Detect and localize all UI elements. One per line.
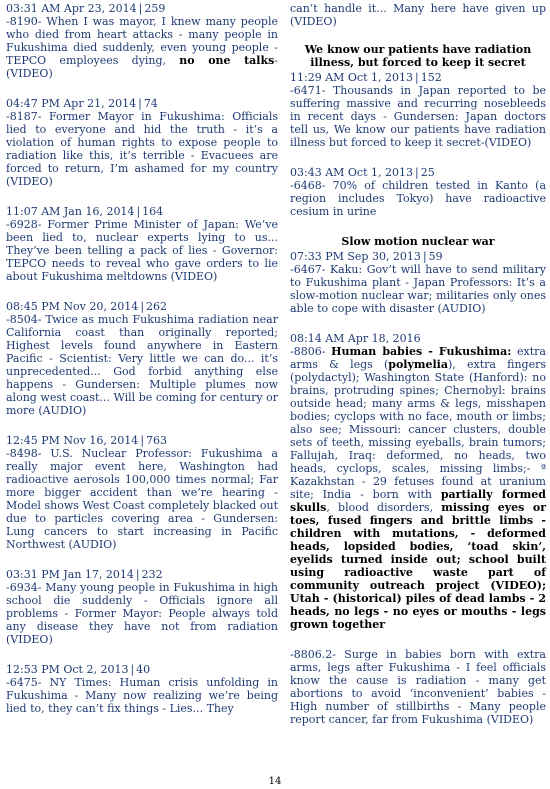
news-entry: 03:43 AM Oct 1, 2013 | 25 -6468- 70% of children tested in Kanto (a region includes Tokyo) have radioactive cesium in urine — [290, 166, 546, 218]
left-column — [6, 2, 278, 732]
entry-timestamp: 08:14 AM Apr 18, 2016 — [290, 332, 421, 345]
news-entry: 03:31 AM Apr 23, 2014 | 259 -8190- When I was mayor, I knew many people who died from heart attacks - many people in Fukushima died suddenly, even young people - TEPCO employees dying, no one talks- (VIDEO) — [6, 2, 279, 80]
news-entry: Slow motion nuclear war 07:33 PM Sep 30, 2013 | 59 -6467- Kaku: Gov’t will have to send military to Fukushima plant - Japan Professors: It’s a slow-motion nuclear war; militaries only ones able to cope with disaster (AUDIO) — [290, 235, 546, 315]
entry-text-tail: - (VIDEO) — [6, 54, 279, 80]
entry-timestamp: 03:43 AM Oct 1, 2013 — [290, 166, 413, 179]
entry-count: 40 — [136, 663, 151, 676]
news-entry: 04:47 PM Apr 21, 2014 | 74 -8187- Former Mayor in Fukushima: Officials lied to everyone and hid the truth - it’s a violation of human rights to expose people to radiation like this, it’s terrible - Evacuees are forced to return, I’m ashamed for my country (VIDEO) — [6, 97, 278, 188]
entry-text: -6475- NY Times: Human crisis unfolding in Fukushima - Many now realizing we’re being lied to, they can’t fix things - Lies... They — [6, 676, 278, 715]
entry-count: 763 — [146, 434, 168, 447]
entry-text: -8190- When I was mayor, I knew many people who died from heart attacks - many people in Fukushima died suddenly, even young people - TEPCO employees dying, — [6, 15, 278, 67]
entry-emphasis: no one talks — [179, 54, 275, 67]
entry-heading: Slow motion nuclear war — [341, 235, 495, 248]
entry-text: -8806.2- Surge in babies born with extra arms, legs after Fukushima - I feel officials know the cause is radiation - many get abortions to avoid ‘inconvenient’ babies - High number of stillbirths - Many people report cancer, far from Fukushima (VIDEO) — [290, 648, 546, 726]
news-entry: 11:07 AM Jan 16, 2014 | 164 -6928- Former Prime Minister of Japan: We’ve been lied to, nuclear experts lying to us... They’ve been telling a pack of lies - Governor: TEPCO needs to reveal who gave orders to lie about Fukushima meltdowns (VIDEO) — [6, 205, 278, 283]
news-entry — [290, 332, 546, 631]
entry-timestamp: 07:33 PM Sep 30, 2013 — [290, 250, 421, 263]
entry-emphasis: missing eyes or toes, fused fingers and brittle limbs - children with mutations, - deformed heads, lopsided bodies, ‘toad skin’, eyelids turned inside out; school built using radioactive waste part of community outreach project (VIDEO); Utah - (historical) piles of dead lambs - 2 heads, no legs - no eyes or mouths - legs grown together — [290, 501, 546, 631]
entry-text: , blood disorders, — [326, 501, 442, 514]
entry-continuation: can’t handle it... Many here have given up (VIDEO) — [290, 2, 546, 28]
entry-count: 59 — [428, 250, 443, 263]
entry-count: 232 — [141, 568, 163, 581]
entry-timestamp: 11:29 AM Oct 1, 2013 — [290, 71, 413, 84]
entry-text: -8187- Former Mayor in Fukushima: Officials lied to everyone and hid the truth - it’s a violation of human rights to expose people to radiation like this, it’s terrible - Evacuees are forced to return, I’m ashamed for my country (VIDEO) — [6, 110, 278, 188]
entry-id: -8806- — [290, 345, 332, 358]
entry-count: 164 — [142, 205, 164, 218]
news-entry: 03:31 PM Jan 17, 2014 | 232 -6934- Many young people in Fukushima in high school die suddenly - Officials ignore all problems - Former Mayor: People always told any disease they have not from radiation (VIDEO) — [6, 568, 278, 646]
entry-text: -8498- U.S. Nuclear Professor: Fukushima a really major event here, Washington had radioactive aerosols 100,000 times normal; Far more bigger accident than we’re hearing - Model shows West Coast completely blacked out due to particles covering area - Gundersen: Lung cancers to start increasing in Pacific Northwest (AUDIO) — [6, 447, 278, 551]
entry-count: 25 — [420, 166, 435, 179]
entry-text: ), extra fingers (polydactyl); Washington State (Hanford): no brains, protruding spines; Chernobyl: brains outside head; many arms & legs, misshapen bodies; cyclops with no face, mouth or limbs; also see; Missouri: cancer clusters, double sets of teeth, missing eyeballs, brain tumors; Fallujah, Iraq: deformed, no heads, two heads, cyclops, scales, missing limbs;- ª Kazakhstan - 29 fetuses found at uranium site; India - born with — [290, 358, 546, 501]
entry-timestamp: 12:53 PM Oct 2, 2013 — [6, 663, 129, 676]
entry-text: -6468- 70% of children tested in Kanto (a region includes Tokyo) have radioactive cesium in urine — [290, 179, 546, 218]
entry-timestamp: 04:47 PM Apr 21, 2014 — [6, 97, 137, 110]
entry-timestamp: 12:45 PM Nov 16, 2014 — [6, 434, 139, 447]
right-column — [290, 2, 546, 743]
entry-text: -6934- Many young people in Fukushima in high school die suddenly - Officials ignore all problems - Former Mayor: People always told any disease they have not from radiation (VIDEO) — [6, 581, 278, 646]
news-entry: 12:45 PM Nov 16, 2014 | 763 -8498- U.S. Nuclear Professor: Fukushima a really major event here, Washington had radioactive aerosols 100,000 times normal; Far more bigger accident than we’re hearing - Model shows West Coast completely blacked out due to particles covering area - Gundersen: Lung cancers to start increasing in Pacific Northwest (AUDIO) — [6, 434, 278, 551]
entry-text: -6928- Former Prime Minister of Japan: We’ve been lied to, nuclear experts lying to us... They’ve been telling a pack of lies - Governor: TEPCO needs to reveal who gave orders to lie about Fukushima meltdowns (VIDEO) — [6, 218, 278, 283]
entry-count: 259 — [144, 2, 166, 15]
entry-count: 152 — [420, 71, 442, 84]
entry-timestamp: 03:31 AM Apr 23, 2014 — [6, 2, 137, 15]
page-number: 14 — [268, 776, 282, 787]
news-entry: 12:53 PM Oct 2, 2013 | 40 -6475- NY Times: Human crisis unfolding in Fukushima - Many now realizing we’re being lied to, they can’t fix things - Lies... They — [6, 663, 278, 715]
entry-text: -8504- Twice as much Fukushima radiation near California coast than originally reported; Highest levels found anywhere in Eastern Pacific - Scientist: Very little we can do... it’s unprecedented... God forbid anything else happens - Gundersen: Multiple plumes now along west coast... Will be coming for century or more (AUDIO) — [6, 313, 278, 417]
entry-heading: We know our patients have radiation illness, but forced to keep it secret — [304, 43, 532, 69]
news-entry: 08:45 PM Nov 20, 2014 | 262 -8504- Twice as much Fukushima radiation near California coast than originally reported; Highest levels found anywhere in Eastern Pacific - Scientist: Very little we can do... it’s unprecedented... God forbid anything else happens - Gundersen: Multiple plumes now along west coast... Will be coming for century or more (AUDIO) — [6, 300, 278, 417]
entry-count: 262 — [146, 300, 168, 313]
entry-timestamp: 03:31 PM Jan 17, 2014 — [6, 568, 134, 581]
entry-emphasis: partially formed skulls — [290, 488, 546, 514]
entry-text: extra arms & legs ( — [290, 345, 546, 371]
entry-text: -6467- Kaku: Gov’t will have to send military to Fukushima plant - Japan Professors: It’s a slow-motion nuclear war; militaries only ones able to cope with disaster (AUDIO) — [290, 263, 546, 315]
news-entry — [290, 648, 546, 726]
entry-lead: Human babies - Fukushima: — [331, 345, 512, 358]
entry-text: -6471- Thousands in Japan reported to be suffering massive and recurring nosebleeds in recent days - Gundersen: Japan doctors tell us, We know our patients have radiation illness but forced to keep it secret-(VIDEO) — [290, 84, 546, 149]
entry-timestamp: 11:07 AM Jan 16, 2014 — [6, 205, 135, 218]
entry-timestamp: 08:45 PM Nov 20, 2014 — [6, 300, 139, 313]
entry-count: 74 — [143, 97, 158, 110]
news-entry: We know our patients have radiation illness, but forced to keep it secret 11:29 AM Oct 1, 2013 | 152 -6471- Thousands in Japan reported to be suffering massive and recurring nosebleeds in recent days - Gundersen: Japan doctors tell us, We know our patients have radiation illness but forced to keep it secret-(VIDEO) — [290, 43, 546, 149]
entry-term: polymelia — [388, 358, 448, 371]
